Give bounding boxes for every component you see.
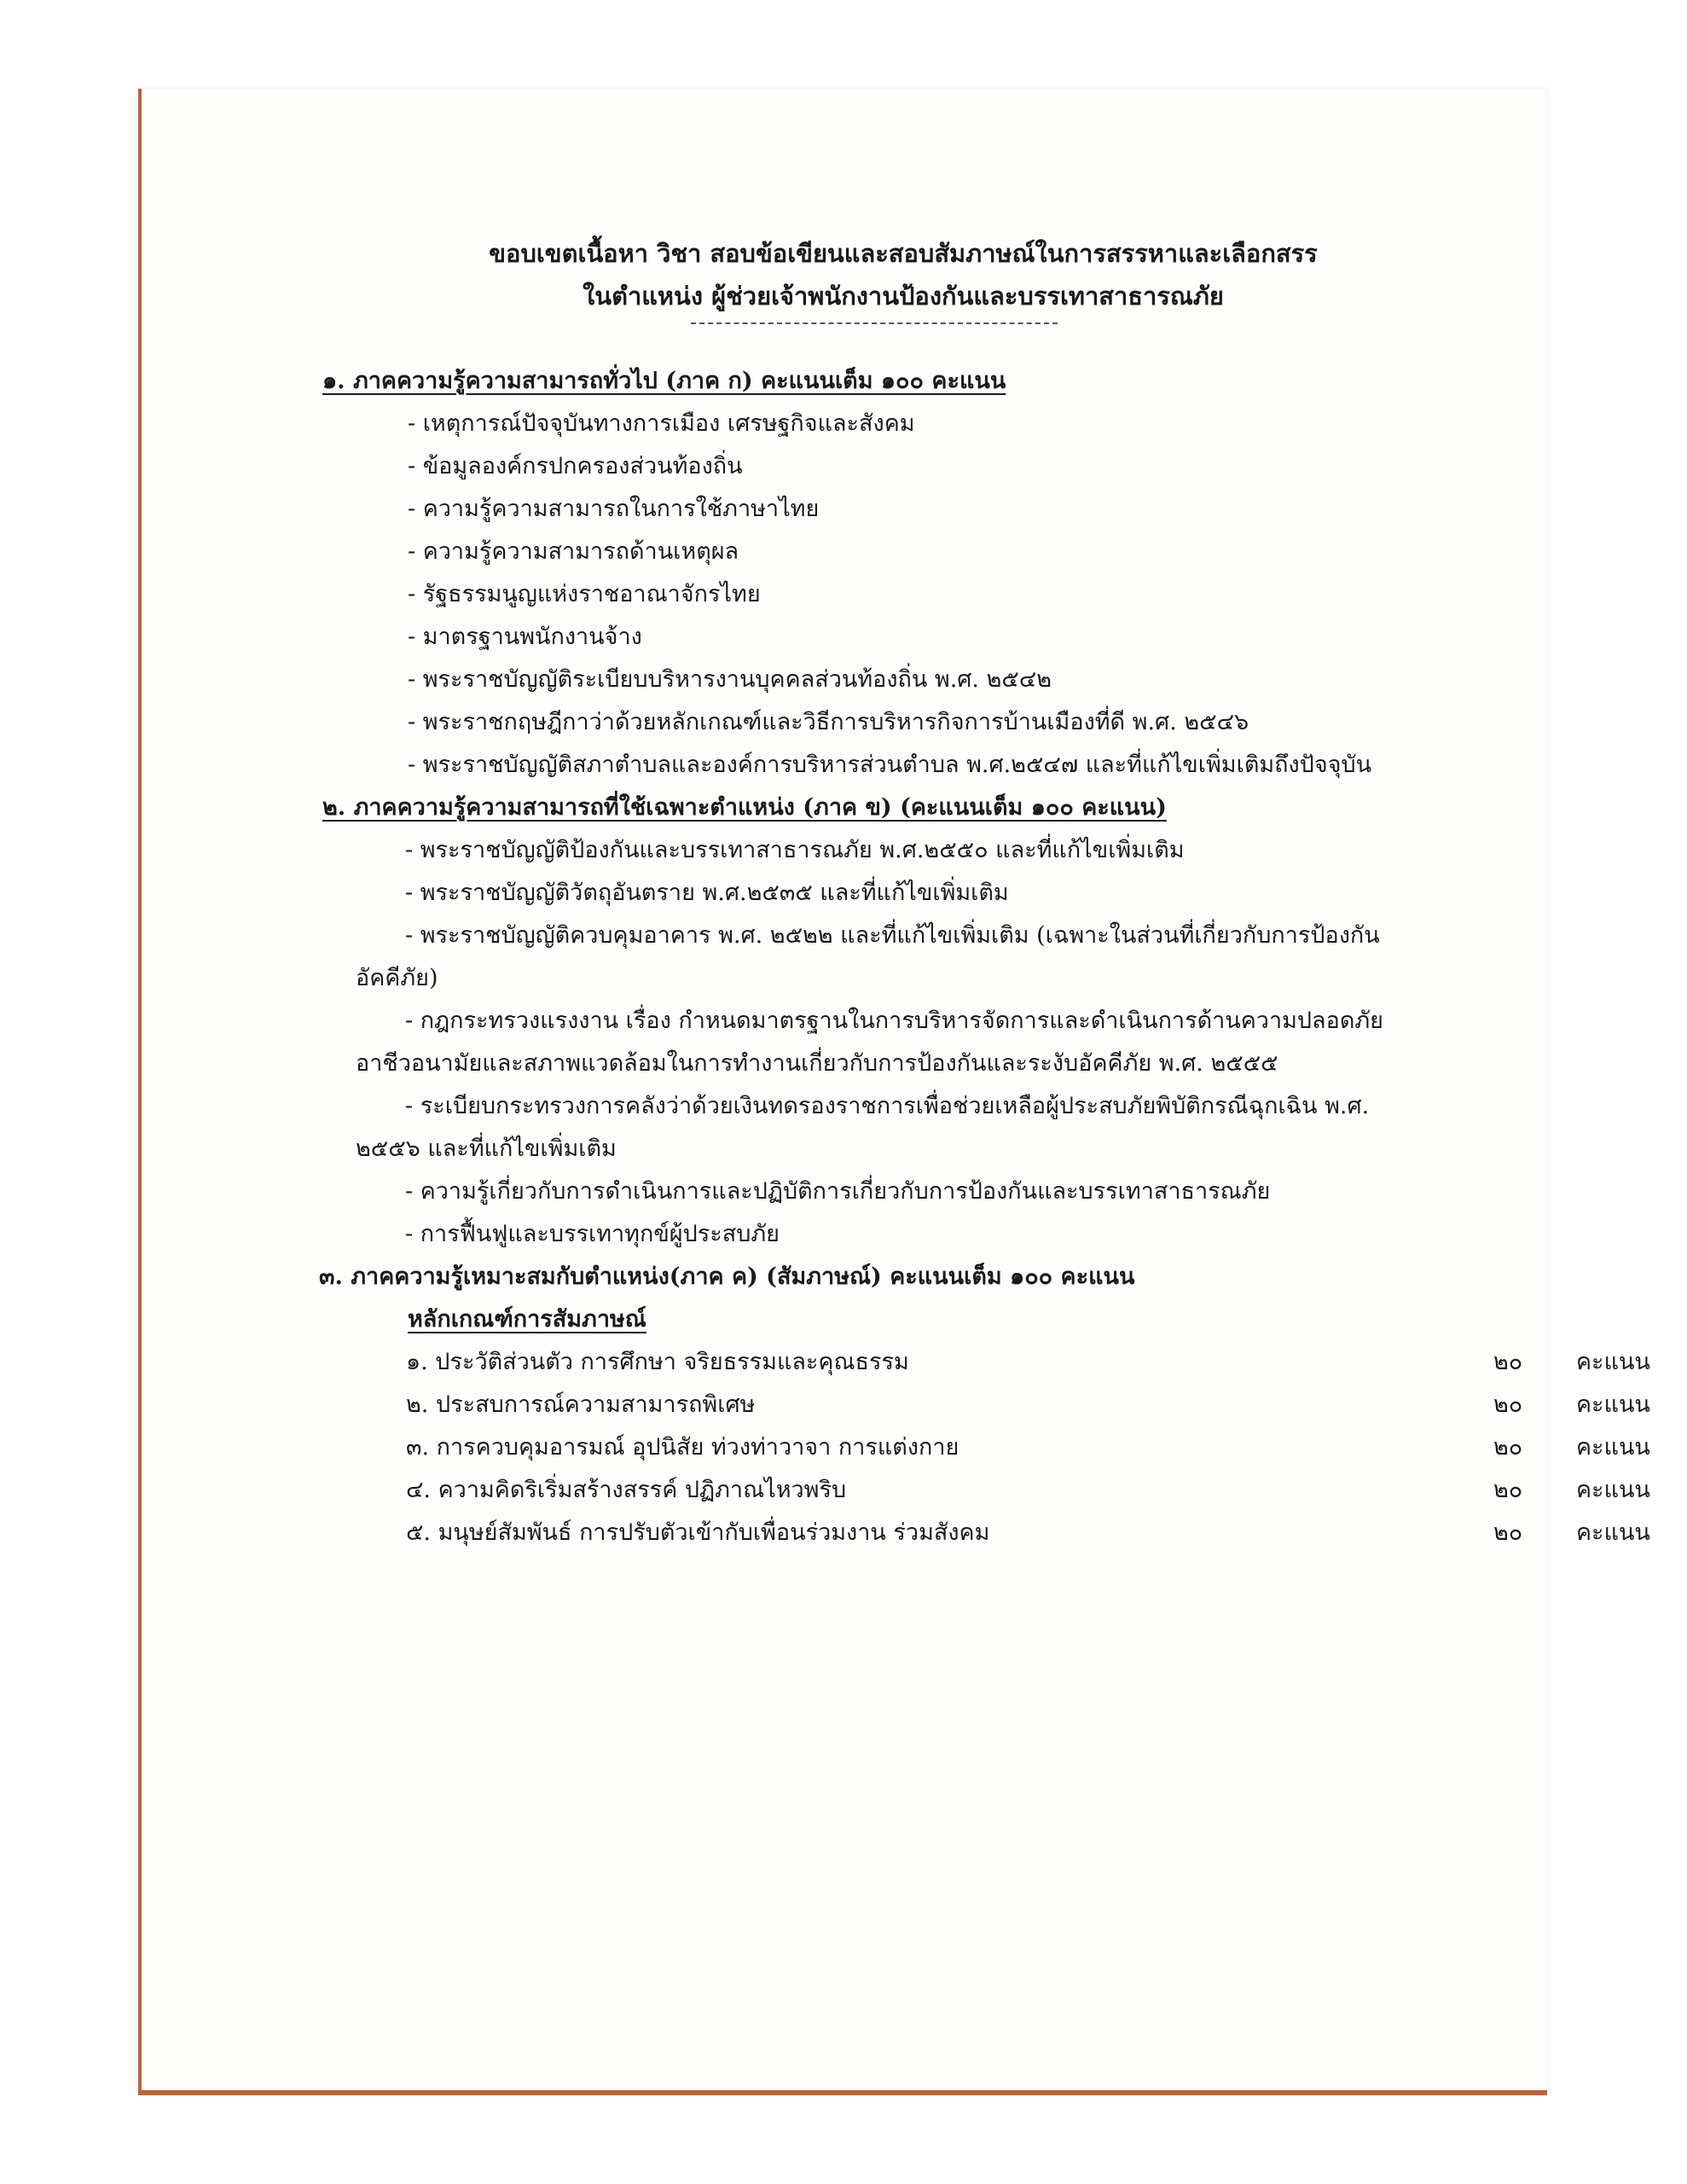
criteria-unit: คะแนน bbox=[1576, 1519, 1650, 1546]
criteria-label: ๒. ประสบการณ์ความสามารถพิเศษ bbox=[406, 1391, 756, 1418]
criteria-score: ๒๐ bbox=[1493, 1434, 1523, 1461]
title-separator bbox=[691, 322, 1058, 324]
section-2-item: - พระราชบัญญัติวัตถุอันตราย พ.ศ.๒๕๓๕ และที่แก้ไขเพิ่มเติม bbox=[405, 880, 1009, 906]
section-1-item: - พระราชบัญญัติสภาตำบลและองค์การบริหารส่วนตำบล พ.ศ.๒๕๔๗ และที่แก้ไขเพิ่มเติมถึงปัจจุบัน bbox=[408, 752, 1372, 778]
section-2-item: - ความรู้เกี่ยวกับการดำเนินการและปฏิบัติการเกี่ยวกับการป้องกันและบรรเทาสาธารณภัย bbox=[405, 1178, 1271, 1205]
criteria-unit: คะแนน bbox=[1576, 1349, 1650, 1375]
criteria-unit: คะแนน bbox=[1576, 1434, 1650, 1461]
criteria-label: ๕. มนุษย์สัมพันธ์ การปรับตัวเข้ากับเพื่อนร่วมงาน ร่วมสังคม bbox=[406, 1519, 990, 1546]
section-1-item: - ความรู้ความสามารถในการใช้ภาษาไทย bbox=[408, 496, 820, 522]
criteria-label: ๓. การควบคุมอารมณ์ อุปนิสัย ท่วงท่าวาจา การแต่งกาย bbox=[406, 1434, 959, 1461]
section-3-heading: ๓. ภาคความรู้เหมาะสมกับตำแหน่ง(ภาค ค) (สัมภาษณ์) คะแนนเต็ม ๑๐๐ คะแนน bbox=[319, 1263, 1135, 1290]
section-1-heading: ๑. ภาคความรู้ความสามารถทั่วไป (ภาค ก) คะแนนเต็ม ๑๐๐ คะแนน bbox=[322, 368, 1006, 394]
criteria-row bbox=[406, 1384, 1650, 1426]
section-1-item: - พระราชบัญญัติระเบียบบริหารงานบุคคลส่วนท้องถิ่น พ.ศ. ๒๕๔๒ bbox=[408, 666, 1052, 693]
criteria-score: ๒๐ bbox=[1493, 1519, 1523, 1546]
criteria-score: ๒๐ bbox=[1493, 1349, 1523, 1375]
criteria-row bbox=[406, 1426, 1650, 1469]
criteria-unit: คะแนน bbox=[1576, 1477, 1650, 1503]
criteria-score: ๒๐ bbox=[1493, 1477, 1523, 1503]
section-2-item-continuation: ๒๕๕๖ และที่แก้ไขเพิ่มเติม bbox=[356, 1136, 617, 1162]
section-1-item: - เหตุการณ์ปัจจุบันทางการเมือง เศรษฐกิจและสังคม bbox=[408, 410, 915, 437]
section-2-item: - กฎกระทรวงแรงงาน เรื่อง กำหนดมาตรฐานในการบริหารจัดการและดำเนินการด้านความปลอดภัย bbox=[405, 1008, 1383, 1034]
section-2-item: - การฟื้นฟูและบรรเทาทุกข์ผู้ประสบภัย bbox=[405, 1221, 780, 1247]
criteria-row bbox=[406, 1469, 1650, 1512]
section-1-item: - รัฐธรรมนูญแห่งราชอาณาจักรไทย bbox=[408, 581, 761, 607]
criteria-label: ๑. ประวัติส่วนตัว การศึกษา จริยธรรมและคุณธรรม bbox=[406, 1349, 909, 1375]
section-1-item: - มาตรฐานพนักงานจ้าง bbox=[408, 624, 642, 650]
title-line-2: ในตำแหน่ง ผู้ช่วยเจ้าพนักงานป้องกันและบรรเทาสาธารณภัย bbox=[583, 282, 1224, 311]
section-1-item: - ข้อมูลองค์กรปกครองส่วนท้องถิ่น bbox=[408, 453, 743, 479]
title-line-1: ขอบเขตเนื้อหา วิชา สอบข้อเขียนและสอบสัมภาษณ์ในการสรรหาและเลือกสรร bbox=[489, 239, 1318, 268]
section-2-heading: ๒. ภาคความรู้ความสามารถที่ใช้เฉพาะตำแหน่ง (ภาค ข) (คะแนนเต็ม ๑๐๐ คะแนน) bbox=[322, 794, 1167, 821]
section-1-item: - ความรู้ความสามารถด้านเหตุผล bbox=[408, 538, 739, 565]
section-2-item-continuation: อาชีวอนามัยและสภาพแวดล้อมในการทำงานเกี่ยวกับการป้องกันและระงับอัคคีภัย พ.ศ. ๒๕๕๕ bbox=[356, 1050, 1278, 1077]
section-2-item: - พระราชบัญญัติป้องกันและบรรเทาสาธารณภัย พ.ศ.๒๕๕๐ และที่แก้ไขเพิ่มเติม bbox=[405, 837, 1185, 863]
section-2-item: - ระเบียบกระทรวงการคลังว่าด้วยเงินทดรองราชการเพื่อช่วยเหลือผู้ประสบภัยพิบัติกรณีฉุกเฉิน พ.ศ. bbox=[405, 1093, 1370, 1119]
criteria-score: ๒๐ bbox=[1493, 1391, 1523, 1418]
criteria-unit: คะแนน bbox=[1576, 1391, 1650, 1418]
section-2-item-continuation: อัคคีภัย) bbox=[356, 965, 438, 991]
criteria-row bbox=[406, 1341, 1650, 1384]
section-1-item: - พระราชกฤษฎีกาว่าด้วยหลักเกณฑ์และวิธีการบริหารกิจการบ้านเมืองที่ดี พ.ศ. ๒๕๔๖ bbox=[408, 709, 1249, 735]
criteria-row bbox=[406, 1512, 1650, 1554]
section-2-item: - พระราชบัญญัติควบคุมอาคาร พ.ศ. ๒๕๒๒ และที่แก้ไขเพิ่มเติม (เฉพาะในส่วนที่เกี่ยวกับการป้องกัน bbox=[405, 922, 1380, 949]
criteria-label: ๔. ความคิดริเริ่มสร้างสรรค์ ปฏิภาณไหวพริบ bbox=[406, 1477, 847, 1503]
interview-criteria-heading: หลักเกณฑ์การสัมภาษณ์ bbox=[408, 1306, 646, 1333]
